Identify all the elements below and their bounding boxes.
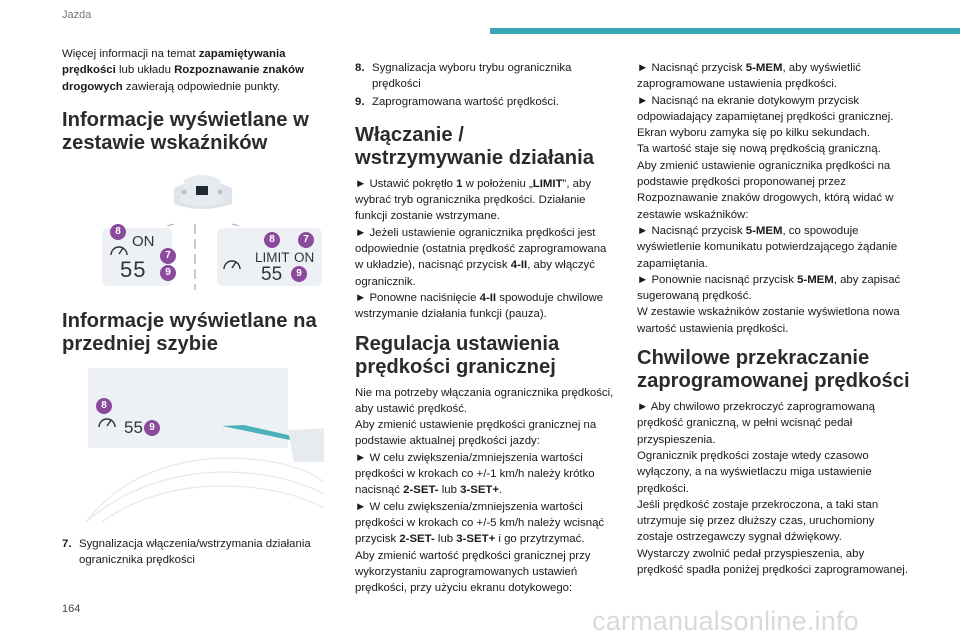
callout-badge-8: 8 — [110, 224, 126, 240]
paragraph: Aby zmienić wartość prędkości granicznej przy wykorzystaniu zaprogramowanych ustawień prędkości, przy użyciu ekranu dotykowego: — [355, 549, 591, 595]
paragraph: ► Nacisnąć przycisk 5-MEM, co spowoduje wyświetlenie komunikatu potwierdzającego żądanie zapamiętania. — [637, 224, 898, 270]
cluster-figure — [62, 166, 324, 296]
dashboard-cluster-icon — [62, 166, 324, 226]
paragraph: ► Ponowne naciśnięcie 4-II spowoduje chwilowe wstrzymanie działania funkcji (pauza). — [355, 291, 604, 321]
watermark: carmanualsonline.info — [592, 606, 859, 636]
paragraph: ► Aby chwilowo przekroczyć zaprogramowaną prędkość graniczną, w pełni wcisnąć pedał przyspieszenia. — [637, 401, 875, 446]
paragraph: ► Nacisnąć przycisk 5-MEM, aby wyświetlić zaprogramowane ustawienia prędkości. — [637, 62, 861, 91]
figure-divider — [193, 224, 197, 290]
item7-wrapper — [62, 536, 324, 569]
heading-enable-disable: Włączanie / wstrzymywanie działania — [355, 123, 594, 169]
heading-speed-adjust: Regulacja ustawienia prędkości granicznej — [355, 332, 560, 378]
paragraph: Ekran wyboru zamyka się po kilku sekundach. — [637, 127, 870, 140]
heading-hud-wrapper — [62, 300, 324, 356]
heading-cluster-info: Informacje wyświetlane w zestawie wskaźników — [62, 108, 309, 154]
header-accent-bar — [490, 28, 960, 34]
paragraph: Aby zmienić ustawienie ogranicznika prędkości na podstawie prędkości proponowanej przez Rozpoznawanie znaków drogowych, którą widać w zestawie wskaźników: — [637, 159, 894, 221]
callout-badge-9-right: 9 — [291, 266, 307, 282]
callout-badge-7: 7 — [160, 248, 176, 264]
callout-badge-7-right: 7 — [298, 232, 314, 248]
paragraph: ► Nacisnąć na ekranie dotykowym przycisk odpowiadający zapamiętanej prędkości granicznej. — [637, 94, 894, 123]
paragraph: ► Jeżeli ustawienie ogranicznika prędkości jest odpowiednie (ostatnia prędkość zaprogramowana w układzie), nacisnąć przycisk 4-II, aby włączyć ogranicznik. — [355, 226, 607, 288]
paragraph: Ta wartość staje się nową prędkością graniczną. — [637, 143, 881, 156]
list-item-9: 9. Zaprogramowana wartość prędkości. — [355, 95, 559, 108]
speedometer-icon — [108, 240, 130, 258]
callout-badge-8-hud: 8 — [96, 398, 112, 414]
paragraph: ► Ponownie nacisnąć przycisk 5-MEM, aby zapisać sugerowaną prędkość. — [637, 273, 901, 303]
heading-hud-info: Informacje wyświetlane na przedniej szybie — [62, 310, 317, 355]
paragraph: Ogranicznik prędkości zostaje wtedy czasowo wyłączony, a na wyświetlaczu miga ustawienie prędkości. — [637, 449, 872, 495]
cluster-speed-right: 55 — [261, 264, 283, 285]
paragraph: ► Ustawić pokrętło 1 w położeniu „LIMIT”, aby wybrać tryb ogranicznika prędkości. Działanie funkcji zostanie wstrzymane. — [355, 177, 592, 223]
speedometer-icon — [221, 254, 243, 272]
column-middle — [355, 60, 617, 596]
list-item-8: 8. Sygnalizacja wyboru trybu ogranicznika prędkości — [355, 62, 572, 91]
callout-badge-9-hud: 9 — [144, 420, 160, 436]
paragraph: ► W celu zwiększenia/zmniejszenia wartości prędkości w krokach co +/-5 km/h należy wcisnąć przycisk 2-SET- lub 3-SET+ i go przytrzymać. — [355, 500, 605, 546]
column-left — [62, 46, 324, 155]
hud-figure — [62, 362, 324, 522]
cluster-speed-left: 55 — [120, 257, 147, 282]
paragraph: Jeśli prędkość zostaje przekroczona, a taki stan utrzymuje się przez dłuższy czas, uruchomiony zostaje ostrzegawczy sygnał dźwiękowy. — [637, 498, 879, 544]
paragraph: Aby zmienić ustawienie prędkości granicznej na podstawie aktualnej prędkości jazdy: — [355, 419, 597, 448]
column-right — [637, 60, 913, 578]
heading-temporary-exceed: Chwilowe przekraczanie zaprogramowanej prędkości — [637, 347, 910, 393]
paragraph: Wystarczy zwolnić pedał przyspieszenia, aby prędkość spadła poniżej prędkości zaprogramowanej. — [637, 547, 908, 577]
intro-paragraph: Więcej informacji na temat zapamiętywania prędkości lub układu Rozpoznawanie znaków drogowych zawierają odpowiednie punkty. — [62, 48, 304, 93]
callout-badge-9: 9 — [160, 265, 176, 281]
paragraph: ► W celu zwiększenia/zmniejszenia wartości prędkości w krokach co +/-1 km/h należy krótko nacisnąć 2-SET- lub 3-SET+. — [355, 451, 595, 497]
cluster-on-text-right: ON — [294, 250, 315, 265]
hud-speed: 55 — [124, 418, 143, 437]
page-number: 164 — [62, 603, 81, 615]
cluster-limit-text: LIMIT — [255, 250, 290, 265]
paragraph: W zestawie wskaźników zostanie wyświetlona nowa wartość ustawienia prędkości. — [637, 306, 900, 335]
windscreen-hud-icon — [62, 362, 324, 522]
paragraph: Nie ma potrzeby włączania ogranicznika prędkości, aby ustawić prędkość. — [355, 386, 614, 415]
list-item-7: 7. Sygnalizacja włączenia/wstrzymania działania ogranicznika prędkości — [62, 538, 311, 567]
section-header: Jazda — [62, 9, 92, 21]
cluster-on-text: ON — [132, 233, 155, 250]
callout-badge-8-right: 8 — [264, 232, 280, 248]
